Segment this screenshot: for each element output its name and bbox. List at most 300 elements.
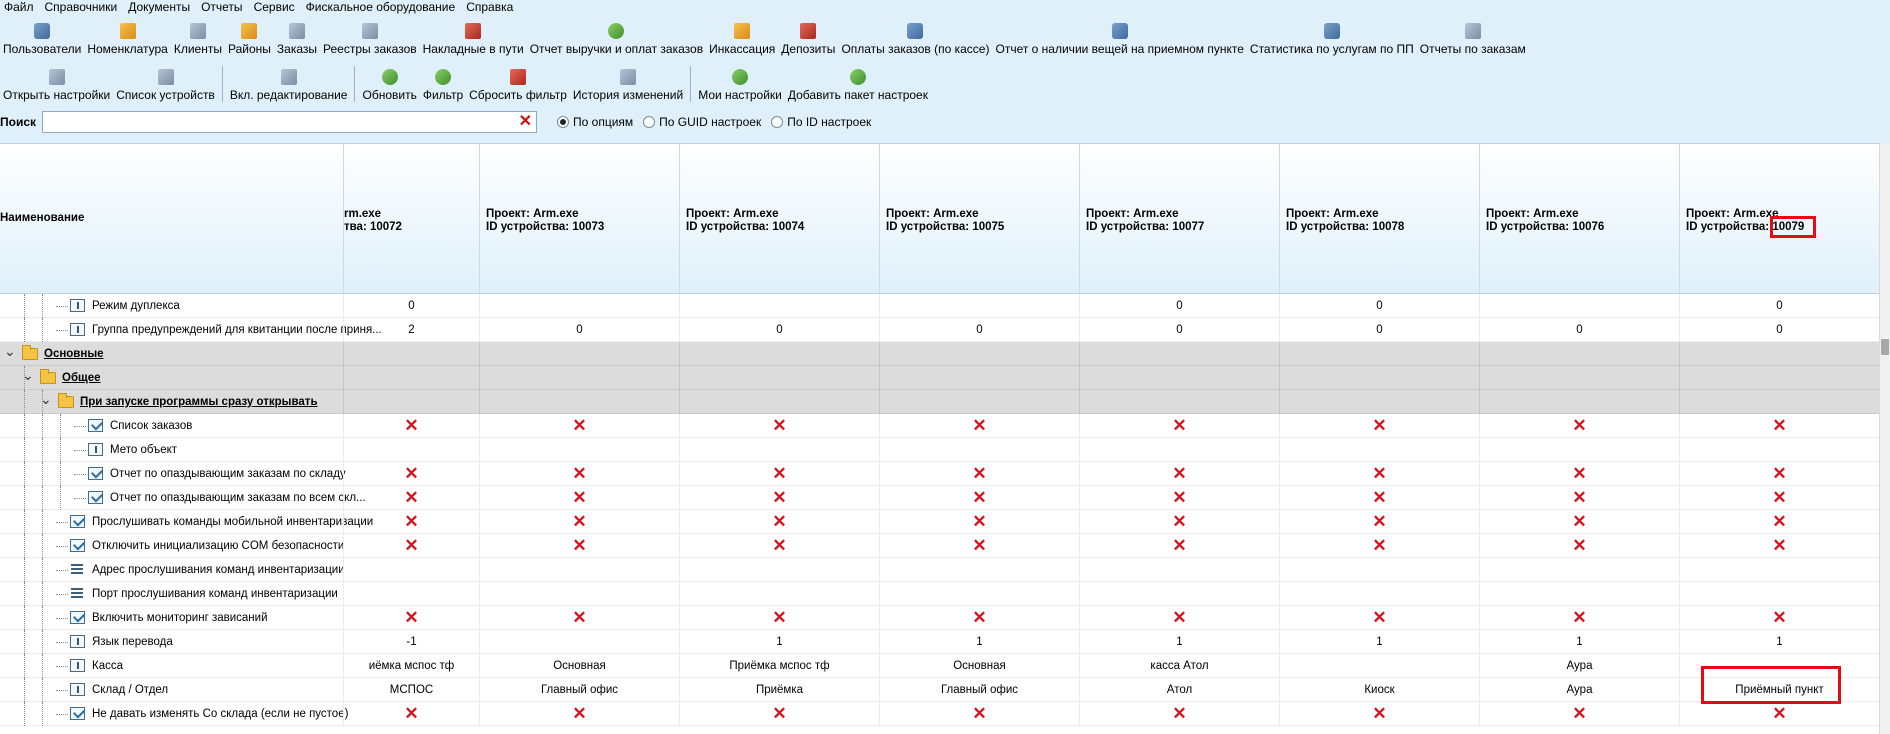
setting-name-cell <box>0 702 349 726</box>
value-cell[interactable] <box>479 294 679 318</box>
value-cell[interactable]: Атол <box>1079 678 1279 702</box>
value-cell[interactable] <box>343 606 479 630</box>
menu-item-5[interactable]: Фискальное оборудование <box>305 0 456 14</box>
setting-row[interactable] <box>0 702 1879 726</box>
toolbar1-button-8[interactable] <box>706 23 778 56</box>
toolbar2-button-8[interactable] <box>785 69 931 102</box>
setting-name: Порт прослушивания команд инвентаризации <box>92 588 338 600</box>
value-cell[interactable] <box>1079 606 1279 630</box>
value-cell[interactable] <box>1479 342 1679 366</box>
value-cell[interactable] <box>1679 582 1879 606</box>
value-cell[interactable] <box>679 558 879 582</box>
value-cell[interactable] <box>1479 606 1679 630</box>
value-cell[interactable]: Киоск <box>1279 678 1479 702</box>
value-cell[interactable] <box>1279 510 1479 534</box>
value-cell[interactable]: 1 <box>879 630 1079 654</box>
menu-item-3[interactable]: Отчеты <box>201 0 243 14</box>
value-cell[interactable] <box>1279 414 1479 438</box>
value-cell[interactable] <box>479 702 679 726</box>
tree-line <box>60 414 61 438</box>
toolbar2-button-7[interactable] <box>695 69 785 102</box>
value-cell[interactable]: 0 <box>1679 294 1879 318</box>
toolbar2-button-4[interactable] <box>420 69 466 102</box>
value-cell[interactable]: Аура <box>1479 678 1679 702</box>
value-cell[interactable] <box>1079 510 1279 534</box>
value-cell[interactable]: 0 <box>679 318 879 342</box>
value-cell[interactable]: 0 <box>1279 318 1479 342</box>
value-setting-icon <box>88 443 103 456</box>
setting-row[interactable] <box>0 654 1879 678</box>
device-column-header[interactable] <box>1479 144 1679 295</box>
value-cell[interactable]: 0 <box>479 318 679 342</box>
value-cell[interactable] <box>1279 342 1479 366</box>
device-id-label: ID устройства: 10075 <box>886 221 1005 233</box>
checkbox-setting-icon <box>70 515 85 528</box>
value-cell[interactable] <box>1479 438 1679 462</box>
device-column-header[interactable] <box>479 144 679 295</box>
value-cell[interactable]: 1 <box>679 630 879 654</box>
setting-name: Язык перевода <box>92 636 173 648</box>
value-cell[interactable] <box>879 582 1079 606</box>
toolbar1-button-6[interactable] <box>420 23 527 56</box>
value-cell[interactable] <box>1479 510 1679 534</box>
setting-name-cell <box>0 486 366 510</box>
value-cell[interactable] <box>479 462 679 486</box>
folder-icon <box>58 396 74 408</box>
value-cell[interactable] <box>1679 702 1879 726</box>
value-cell[interactable] <box>1479 462 1679 486</box>
tree-line <box>24 606 25 630</box>
value-cell[interactable] <box>1079 414 1279 438</box>
value-cell[interactable] <box>679 510 879 534</box>
setting-name-cell <box>0 318 382 342</box>
toolbar1-button-13[interactable] <box>1417 23 1529 56</box>
tree-line <box>56 570 68 571</box>
value-cell[interactable] <box>1279 702 1479 726</box>
search-mode-radio-1[interactable] <box>643 115 761 129</box>
value-cell[interactable] <box>679 702 879 726</box>
toolbar2-button-6[interactable] <box>570 69 686 102</box>
search-mode-radio-0[interactable] <box>557 115 633 129</box>
name-column-header[interactable]: Наименование <box>0 212 85 224</box>
setting-row[interactable] <box>0 558 1879 582</box>
value-cell[interactable]: 1 <box>1479 630 1679 654</box>
toolbar1-button-7[interactable] <box>527 23 706 56</box>
value-cell[interactable] <box>343 438 479 462</box>
value-cell[interactable]: Аура <box>1479 654 1679 678</box>
setting-row[interactable] <box>0 678 1879 702</box>
checkbox-setting-icon <box>70 539 85 552</box>
setting-name-cell <box>0 678 343 702</box>
value-cell[interactable]: 0 <box>1279 294 1479 318</box>
checkbox-setting-icon <box>70 611 85 624</box>
value-cell[interactable] <box>1079 342 1279 366</box>
menu-item-6[interactable]: Справка <box>466 0 514 14</box>
value-cell[interactable] <box>1679 486 1879 510</box>
toolbar1-button-3[interactable] <box>225 23 274 56</box>
toolbar1-button-0[interactable] <box>0 23 84 56</box>
value-cell[interactable] <box>1679 534 1879 558</box>
value-cell[interactable] <box>1479 486 1679 510</box>
cross-icon: ✕ <box>1772 512 1787 531</box>
value-cell[interactable]: Главный офис <box>479 678 679 702</box>
app-chrome <box>0 0 1890 143</box>
menu-bar <box>0 0 520 15</box>
cross-icon: ✕ <box>572 416 587 435</box>
menu-item-4[interactable]: Сервис <box>253 0 295 14</box>
menu-item-1[interactable]: Справочники <box>44 0 118 14</box>
project-label: Проект: Arm.exe <box>886 208 979 220</box>
reset-filter-icon <box>510 69 526 85</box>
waybills-icon <box>465 23 481 39</box>
toolbar2-button-label: Обновить <box>362 88 417 102</box>
value-cell[interactable]: 1 <box>1679 630 1879 654</box>
value-cell[interactable] <box>879 558 1079 582</box>
order-reports-icon <box>1465 23 1481 39</box>
cross-icon: ✕ <box>1572 488 1587 507</box>
value-cell[interactable] <box>1279 654 1479 678</box>
value-cell[interactable] <box>1679 438 1879 462</box>
cross-icon: ✕ <box>972 608 987 627</box>
value-cell[interactable]: Приёмка <box>679 678 879 702</box>
tree-line <box>60 438 61 462</box>
value-cell[interactable] <box>343 510 479 534</box>
value-cell[interactable] <box>479 510 679 534</box>
cross-icon: ✕ <box>1572 416 1587 435</box>
value-cell[interactable] <box>679 294 879 318</box>
cross-icon: ✕ <box>1372 416 1387 435</box>
value-cell[interactable] <box>479 606 679 630</box>
cross-icon: ✕ <box>404 464 419 483</box>
value-cell[interactable]: МСПОС <box>343 678 479 702</box>
setting-name: Адрес прослушивания команд инвентаризации <box>92 564 345 576</box>
value-cell[interactable] <box>1679 462 1879 486</box>
value-cell[interactable] <box>1079 486 1279 510</box>
value-cell[interactable]: Главный офис <box>879 678 1079 702</box>
tree-line <box>56 666 68 667</box>
setting-row[interactable] <box>0 438 1879 462</box>
search-label: Поиск <box>0 115 37 129</box>
setting-name: Режим дуплекса <box>92 300 180 312</box>
setting-name: Отключить инициализацию COM безопасности <box>92 540 345 552</box>
value-cell[interactable]: 0 <box>1679 318 1879 342</box>
device-column-title <box>1286 208 1404 234</box>
value-cell[interactable] <box>879 510 1079 534</box>
value-cell[interactable] <box>679 390 879 414</box>
toolbar1-button-label: Заказы <box>276 42 318 56</box>
group-name[interactable]: При запуске программы сразу открывать <box>80 396 318 408</box>
value-cell[interactable] <box>1079 582 1279 606</box>
chevron-down-icon[interactable]: ⌄ <box>40 391 52 407</box>
value-cell[interactable] <box>1279 462 1479 486</box>
value-cell[interactable] <box>1479 582 1679 606</box>
toolbar2-button-label: Список устройств <box>116 88 215 102</box>
districts-icon <box>241 23 257 39</box>
clear-icon[interactable]: ✕ <box>518 113 533 130</box>
value-cell[interactable]: -1 <box>343 630 479 654</box>
toolbar1-button-9[interactable] <box>778 23 838 56</box>
setting-row[interactable] <box>0 414 1879 438</box>
value-cell[interactable] <box>879 702 1079 726</box>
value-cell[interactable] <box>1679 510 1879 534</box>
value-cell[interactable] <box>479 486 679 510</box>
value-cell[interactable] <box>1479 366 1679 390</box>
setting-row[interactable] <box>0 462 1879 486</box>
payments-icon <box>907 23 923 39</box>
highlight-cell <box>1701 666 1841 704</box>
search-mode-radio-2[interactable] <box>771 115 871 129</box>
radio-button[interactable] <box>643 116 655 128</box>
group-row[interactable] <box>0 366 1879 390</box>
value-cell[interactable] <box>1079 462 1279 486</box>
value-cell[interactable]: Приёмка мспос тф <box>679 654 879 678</box>
toolbar2-button-0[interactable] <box>0 69 113 102</box>
toolbar1-button-10[interactable] <box>838 23 992 56</box>
value-cell[interactable] <box>343 558 479 582</box>
value-cell[interactable]: 0 <box>1079 294 1279 318</box>
value-cell[interactable] <box>1079 390 1279 414</box>
value-cell[interactable] <box>343 366 479 390</box>
value-cell[interactable] <box>1679 414 1879 438</box>
value-cell[interactable] <box>1279 366 1479 390</box>
value-cell[interactable] <box>479 366 679 390</box>
value-cell[interactable] <box>879 534 1079 558</box>
value-cell[interactable] <box>479 558 679 582</box>
value-cell[interactable] <box>1679 366 1879 390</box>
value-cell[interactable] <box>879 342 1079 366</box>
value-cell[interactable] <box>343 486 479 510</box>
setting-row[interactable] <box>0 606 1879 630</box>
setting-row[interactable] <box>0 534 1879 558</box>
value-cell[interactable] <box>879 462 1079 486</box>
search-mode-group <box>537 115 871 129</box>
value-cell[interactable]: Основная <box>479 654 679 678</box>
value-cell[interactable] <box>479 342 679 366</box>
value-cell[interactable] <box>1679 342 1879 366</box>
value-cell[interactable] <box>1479 534 1679 558</box>
checkbox-setting-icon <box>70 707 85 720</box>
tree-line <box>24 318 25 342</box>
folder-icon <box>40 372 56 384</box>
value-cell[interactable] <box>1479 702 1679 726</box>
value-cell[interactable] <box>343 342 479 366</box>
cross-icon: ✕ <box>1172 608 1187 627</box>
setting-row[interactable] <box>0 318 1879 342</box>
toolbar1-button-4[interactable] <box>274 23 320 56</box>
menu-item-2[interactable]: Документы <box>128 0 191 14</box>
value-cell[interactable] <box>879 366 1079 390</box>
value-cell[interactable] <box>1679 558 1879 582</box>
value-cell[interactable] <box>1479 558 1679 582</box>
scrollbar-thumb[interactable] <box>1881 339 1889 355</box>
setting-row[interactable] <box>0 582 1879 606</box>
device-column-title <box>1086 208 1204 234</box>
cross-icon: ✕ <box>404 512 419 531</box>
value-cell[interactable] <box>1279 486 1479 510</box>
setting-name: Список заказов <box>110 420 193 432</box>
value-cell[interactable]: 1 <box>1279 630 1479 654</box>
setting-row[interactable] <box>0 630 1879 654</box>
value-cell[interactable] <box>479 390 679 414</box>
value-cell[interactable] <box>679 606 879 630</box>
search-input[interactable] <box>42 111 537 133</box>
cross-icon: ✕ <box>1372 704 1387 723</box>
tree-line <box>24 558 25 582</box>
value-setting-icon <box>70 323 85 336</box>
value-cell[interactable] <box>343 414 479 438</box>
value-cell[interactable] <box>1279 390 1479 414</box>
group-row[interactable] <box>0 342 1879 366</box>
value-cell[interactable]: 0 <box>879 318 1079 342</box>
toolbar2-button-label: Мои настройки <box>698 88 782 102</box>
value-cell[interactable] <box>479 534 679 558</box>
device-column-header[interactable] <box>1079 144 1279 295</box>
device-column-header[interactable] <box>879 144 1079 295</box>
group-name[interactable]: Основные <box>44 348 104 360</box>
value-cell[interactable] <box>1079 534 1279 558</box>
group-row[interactable] <box>0 390 1879 414</box>
value-cell[interactable]: Основная <box>879 654 1079 678</box>
tree-line <box>24 486 25 510</box>
chevron-down-icon[interactable]: ⌄ <box>4 343 16 359</box>
value-cell[interactable] <box>679 366 879 390</box>
value-cell[interactable] <box>479 630 679 654</box>
value-cell[interactable] <box>679 342 879 366</box>
toolbar1-button-11[interactable] <box>992 23 1246 56</box>
value-cell[interactable] <box>879 486 1079 510</box>
toolbar1-button-2[interactable] <box>171 23 225 56</box>
cross-icon: ✕ <box>772 416 787 435</box>
value-cell[interactable] <box>879 606 1079 630</box>
setting-row[interactable] <box>0 510 1879 534</box>
value-cell[interactable] <box>879 438 1079 462</box>
value-cell[interactable] <box>343 462 479 486</box>
edit-mode-icon <box>281 69 297 85</box>
tree-line <box>42 294 43 318</box>
value-cell[interactable] <box>1279 438 1479 462</box>
cross-icon: ✕ <box>1772 704 1787 723</box>
cross-icon: ✕ <box>572 488 587 507</box>
value-cell[interactable] <box>679 462 879 486</box>
value-cell[interactable] <box>1079 438 1279 462</box>
cross-icon: ✕ <box>404 704 419 723</box>
value-cell[interactable] <box>1079 702 1279 726</box>
toolbar1-button-12[interactable] <box>1247 23 1417 56</box>
value-cell[interactable] <box>479 438 679 462</box>
value-cell[interactable] <box>343 390 479 414</box>
value-cell[interactable] <box>679 534 879 558</box>
toolbar2-button-1[interactable] <box>113 69 218 102</box>
tree-line <box>42 558 43 582</box>
value-cell[interactable]: Приёмный пункт <box>1679 678 1879 702</box>
toolbar2-button-label: Фильтр <box>422 88 464 102</box>
radio-button[interactable] <box>771 116 783 128</box>
value-cell[interactable]: 2 <box>343 318 479 342</box>
toolbar2-button-3[interactable] <box>359 69 419 102</box>
tree-line <box>56 306 68 307</box>
tree-line <box>56 714 68 715</box>
value-cell[interactable] <box>679 438 879 462</box>
tree-line <box>24 654 25 678</box>
project-label: Проект: Arm.exe <box>1286 208 1379 220</box>
cross-icon: ✕ <box>1172 416 1187 435</box>
tree-line <box>24 678 25 702</box>
device-column-header[interactable] <box>679 144 879 295</box>
value-cell[interactable] <box>879 390 1079 414</box>
value-cell[interactable]: 1 <box>1079 630 1279 654</box>
value-cell[interactable] <box>879 414 1079 438</box>
device-id-label: ID устройства: 10079 <box>1686 221 1805 233</box>
toolbar2-button-5[interactable] <box>466 69 570 102</box>
value-cell[interactable] <box>343 534 479 558</box>
tree-line <box>24 414 25 438</box>
device-column-title <box>486 208 604 234</box>
value-cell[interactable] <box>1279 606 1479 630</box>
toolbar1-button-label: Районы <box>227 42 271 56</box>
value-cell[interactable] <box>879 294 1079 318</box>
group-name[interactable]: Общее <box>62 372 101 384</box>
toolbar2-button-label: Добавить пакет настроек <box>787 88 928 102</box>
value-cell[interactable] <box>479 582 679 606</box>
cross-icon: ✕ <box>1172 536 1187 555</box>
vertical-scrollbar[interactable] <box>1879 143 1890 734</box>
cross-icon: ✕ <box>972 512 987 531</box>
device-column-header[interactable] <box>343 144 479 295</box>
value-cell[interactable] <box>1479 390 1679 414</box>
value-cell[interactable] <box>1679 606 1879 630</box>
chevron-down-icon[interactable]: ⌄ <box>22 367 34 383</box>
value-cell[interactable] <box>1079 558 1279 582</box>
cross-icon: ✕ <box>404 488 419 507</box>
device-id-label: ID устройства: 10077 <box>1086 221 1205 233</box>
value-cell[interactable] <box>1479 294 1679 318</box>
device-column-title <box>1486 208 1604 234</box>
setting-name-cell <box>0 558 343 582</box>
setting-row[interactable] <box>0 486 1879 510</box>
value-cell[interactable] <box>679 414 879 438</box>
value-cell[interactable] <box>1279 534 1479 558</box>
toolbar1-button-1[interactable] <box>84 23 171 56</box>
value-cell[interactable] <box>343 702 479 726</box>
radio-button[interactable] <box>557 116 569 128</box>
value-cell[interactable] <box>679 486 879 510</box>
value-cell[interactable] <box>343 582 479 606</box>
setting-row[interactable] <box>0 294 1879 318</box>
value-cell[interactable] <box>1679 390 1879 414</box>
toolbar2-button-label: Сбросить фильтр <box>469 88 567 102</box>
menu-item-0[interactable]: Файл <box>4 0 34 14</box>
toolbar1-button-5[interactable] <box>320 23 420 56</box>
value-cell[interactable]: 0 <box>1079 318 1279 342</box>
cross-icon: ✕ <box>572 536 587 555</box>
value-cell[interactable] <box>679 582 879 606</box>
value-cell[interactable] <box>479 414 679 438</box>
device-column-header[interactable] <box>1279 144 1479 295</box>
toolbar2-button-label: История изменений <box>572 88 684 102</box>
cross-icon: ✕ <box>972 488 987 507</box>
value-cell[interactable] <box>1479 414 1679 438</box>
value-cell[interactable] <box>1279 558 1479 582</box>
device-id-label: ID устройства: 10073 <box>486 221 605 233</box>
value-cell[interactable]: касса Атол <box>1079 654 1279 678</box>
value-cell[interactable]: иёмка мспос тф <box>343 654 479 678</box>
value-cell[interactable]: 0 <box>343 294 479 318</box>
setting-name: Включить мониторинг зависаний <box>92 612 268 624</box>
value-cell[interactable] <box>1079 366 1279 390</box>
value-cell[interactable] <box>1279 582 1479 606</box>
value-cell[interactable]: 0 <box>1479 318 1679 342</box>
toolbar2-button-2[interactable] <box>227 69 351 102</box>
